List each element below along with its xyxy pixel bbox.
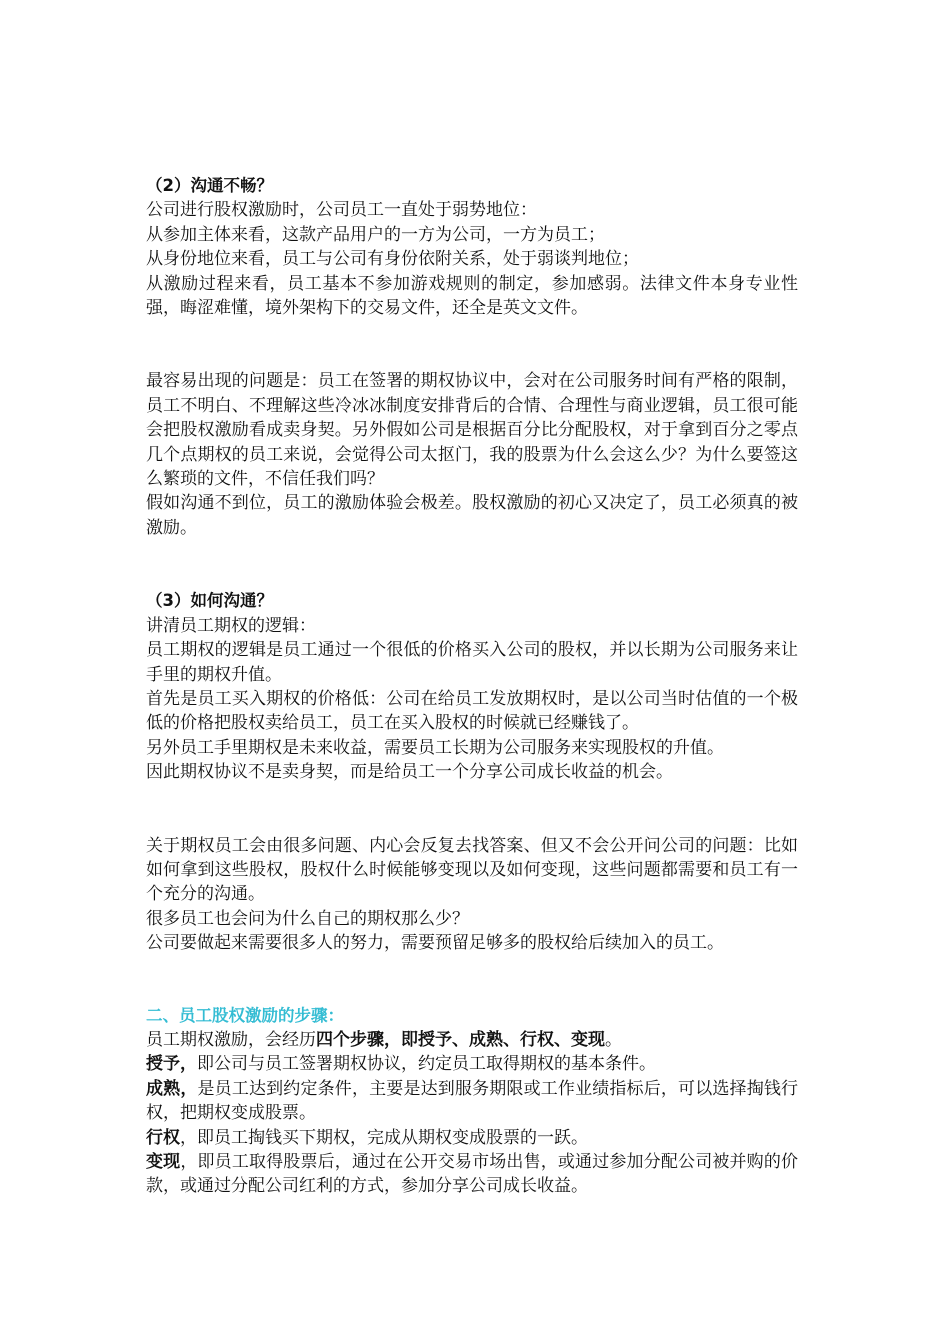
paragraph: 从激励过程来看，员工基本不参加游戏规则的制定，参加感弱。法律文件本身专业性强，晦涩难懂，境外架构下的交易文件，还全是英文文件。 — [146, 273, 798, 319]
paragraph-employee-questions: 关于期权员工会由很多问题、内心会反复去找答案、但又不会公开问公司的问题：比如如何拿到这些股权，股权什么时候能够变现以及如何变现，这些问题都需要和员工有一个充分的沟通。 — [146, 835, 798, 905]
spacer — [146, 785, 798, 834]
step-text-exercise: ，即员工掏钱买下期权，完成从期权变成股票的一跃。 — [180, 1127, 588, 1148]
step-term-exercise: 行权 — [146, 1127, 180, 1148]
text-line: 另外员工手里期权是未来收益，需要员工长期为公司服务来实现股权的升值。 — [146, 737, 724, 758]
paragraph: 员工期权的逻辑是员工通过一个很低的价格买入公司的股权，并以长期为公司服务来让手里的期权升值。 — [146, 640, 798, 685]
section-heading-incentive-steps: 二、员工股权激励的步骤： — [146, 1005, 344, 1025]
paragraph-common-problem: 最容易出现的问题是：员工在签署的期权协议中，会对在公司服务时间有严格的限制，员工不明白、不理解这些冷冰冰制度安排背后的合情、合理性与商业逻辑，员工很可能会把股权激励看成卖身契。另外假如公司是根据百分比分配股权，对于拿到百分之零点几个点期权的员工来说，会觉得公司太抠门，我的股票为什么会这么少？为什么要签这么繁琐的文件，不信任我们吗？ — [146, 371, 798, 490]
step-text-mature: 是员工达到约定条件，主要是达到服务期限或工作业绩指标后，可以选择掏钱行权，把期权变成股票。 — [146, 1078, 799, 1124]
paragraph: 首先是员工买入期权的价格低：公司在给员工发放期权时，是以公司当时估值的一个极低的价格把股权卖给员工，员工在买入股权的时候就已经赚钱了。 — [146, 688, 798, 734]
step-term-cash: 变现 — [146, 1152, 181, 1172]
step-mature — [146, 1077, 798, 1126]
steps-intro-bold: 四个步骤，即授予、成熟、行权、变现 — [316, 1029, 605, 1050]
steps-intro-suffix: 。 — [605, 1029, 622, 1050]
text-line: 从身份地位来看，员工与公司有身份依附关系，处于弱谈判地位； — [146, 249, 639, 270]
step-grant — [146, 1052, 798, 1076]
spacer — [146, 320, 798, 369]
steps-intro-prefix: 员工期权激励，会经历 — [146, 1029, 316, 1050]
step-term-grant: 授予， — [146, 1054, 197, 1075]
text-line: 讲清员工期权的逻辑： — [146, 615, 316, 636]
spacer — [146, 956, 798, 1004]
section-heading-how-to-communicate: （3）如何沟通？ — [146, 591, 273, 611]
step-cash — [146, 1150, 798, 1199]
spacer — [146, 540, 798, 589]
text-line: 从参加主体来看，这款产品用户的一方为公司，一方为员工； — [146, 224, 605, 245]
steps-intro — [146, 1028, 798, 1052]
text-line: 公司要做起来需要很多人的努力，需要预留足够多的股权给后续加入的员工。 — [146, 933, 724, 954]
text-line: 公司进行股权激励时，公司员工一直处于弱势地位： — [146, 200, 537, 221]
step-term-mature: 成熟， — [146, 1078, 198, 1099]
step-text-grant: 即公司与员工签署期权协议，约定员工取得期权的基本条件。 — [197, 1054, 656, 1075]
section-heading-communication-problem: （2）沟通不畅？ — [146, 176, 273, 195]
document-page — [146, 174, 798, 1199]
text-line: 因此期权协议不是卖身契，而是给员工一个分享公司成长收益的机会。 — [146, 762, 673, 783]
text-line: 很多员工也会问为什么自己的期权那么少？ — [146, 908, 469, 929]
paragraph: 假如沟通不到位，员工的激励体验会极差。股权激励的初心又决定了，员工必须真的被激励。 — [146, 493, 798, 538]
step-text-cash: ，即员工取得股票后，通过在公开交易市场出售，或通过参加分配公司被并购的价款，或通过分配公司红利的方式，参加分享公司成长收益。 — [146, 1152, 799, 1197]
step-exercise — [146, 1126, 798, 1150]
